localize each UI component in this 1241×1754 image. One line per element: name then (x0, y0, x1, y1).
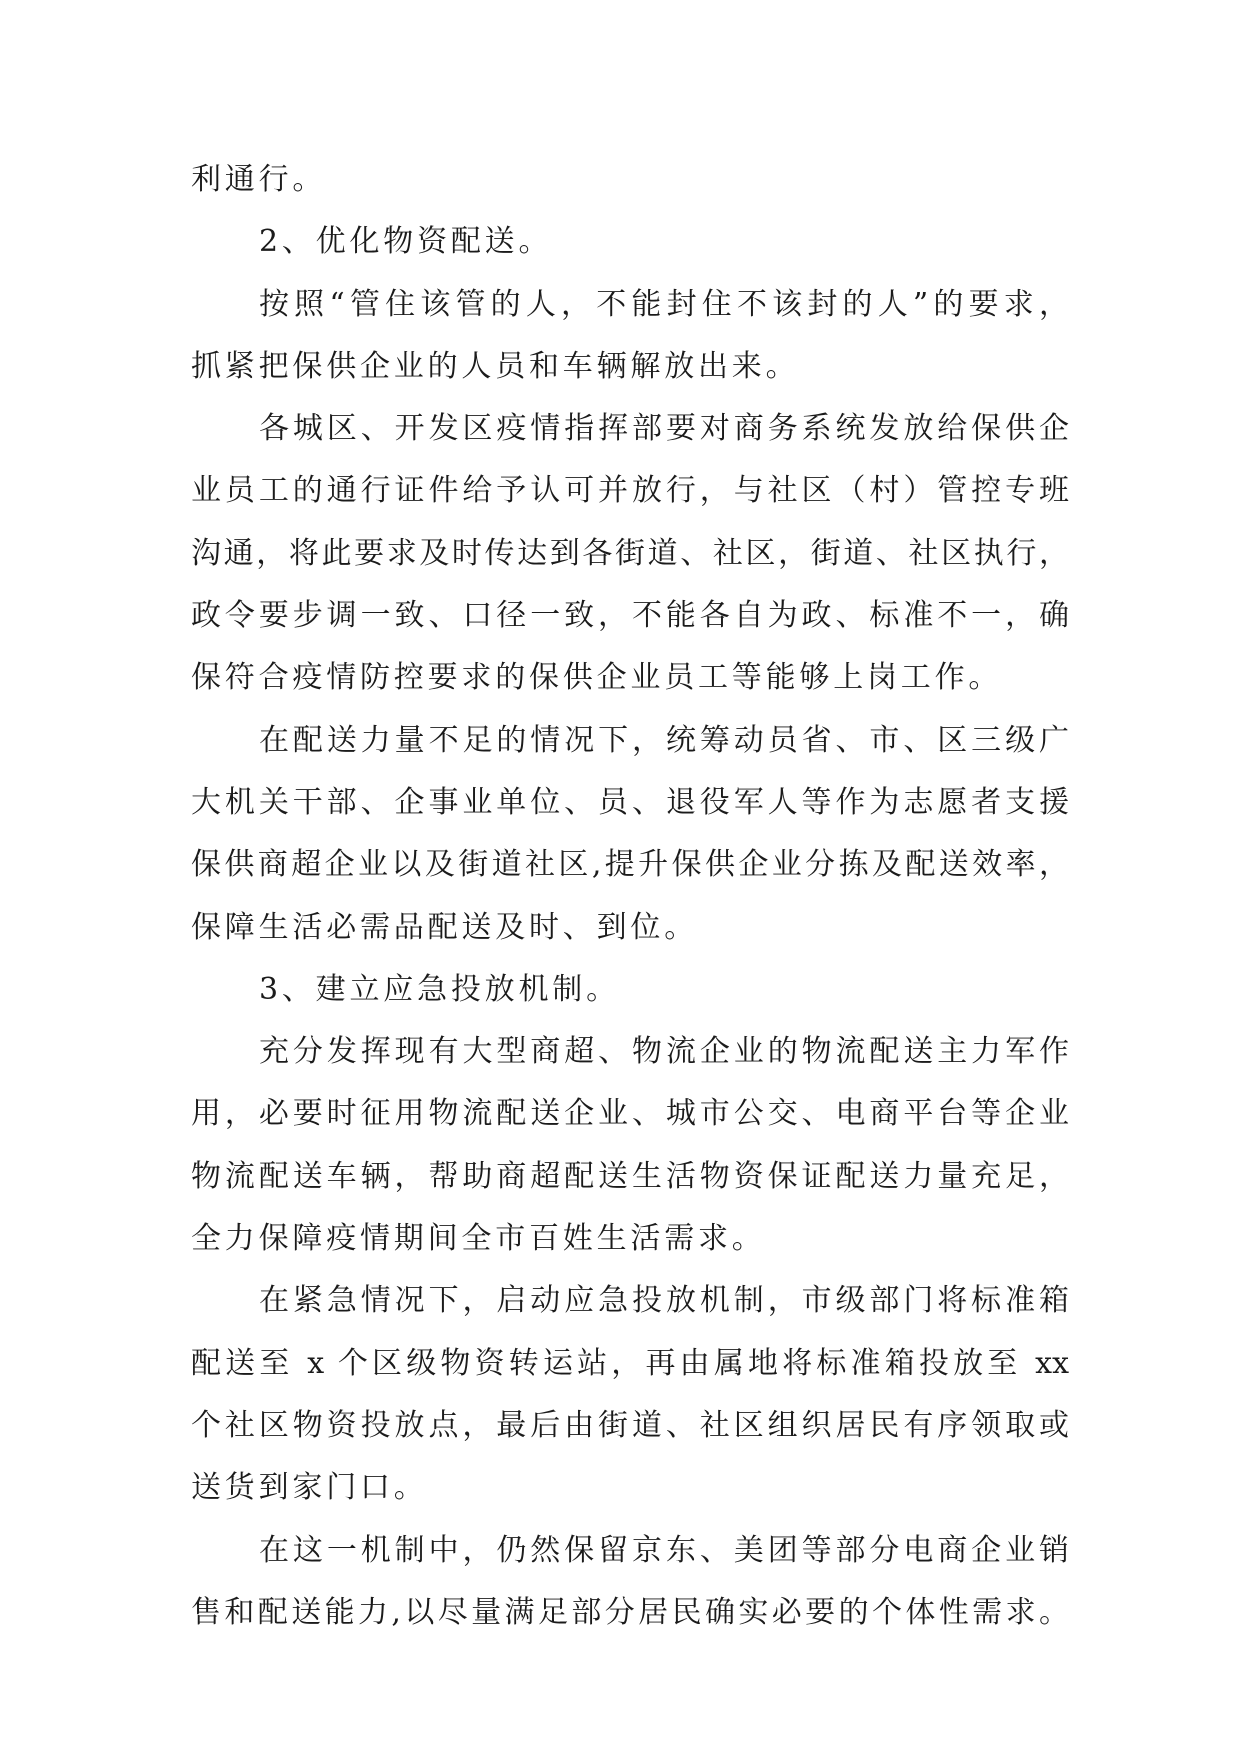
paragraph (191, 1270, 1069, 1519)
text-line: 个社区物资投放点，最后由街道、社区组织居民有序领取或 (191, 1407, 1069, 1443)
text-line: 全力保障疫情期间全市百姓生活需求。 (191, 1221, 766, 1257)
text-line: 用，必要时征用物流配送企业、城市公交、电商平台等企业 (191, 1096, 1069, 1132)
text-line: 充分发挥现有大型商超、物流企业的物流配送主力军作 (259, 1034, 1069, 1070)
paragraph (191, 1021, 1069, 1270)
text-line: 政令要步调一致、口径一致，不能各自为政、标准不一，确 (191, 598, 1069, 634)
text-line: 在紧急情况下，启动应急投放机制，市级部门将标准箱 (259, 1283, 1069, 1319)
text-line: 在这一机制中，仍然保留京东、美团等部分电商企业销 (259, 1532, 1069, 1568)
text-line: 各城区、开发区疫情指挥部要对商务系统发放给保供企 (259, 411, 1069, 447)
paragraph (191, 149, 1069, 211)
section-heading (191, 959, 1069, 1021)
text-line: 保供商超企业以及街道社区,提升保供企业分拣及配送效率， (191, 847, 1069, 883)
text-line: 业员工的通行证件给予认可并放行，与社区（村）管控专班 (191, 473, 1069, 509)
document-body (191, 149, 1069, 1644)
text-line: 在配送力量不足的情况下，统筹动员省、市、区三级广 (259, 722, 1069, 758)
text-line: 沟通，将此要求及时传达到各街道、社区，街道、社区执行， (191, 535, 1069, 571)
paragraph (191, 274, 1069, 399)
paragraph (191, 710, 1069, 959)
text-line: 3、建立应急投放机制。 (259, 971, 620, 1007)
text-line: 抓紧把保供企业的人员和车辆解放出来。 (191, 348, 800, 384)
paragraph (191, 398, 1069, 709)
text-line: 物流配送车辆，帮助商超配送生活物资保证配送力量充足， (191, 1158, 1069, 1194)
text-line: 大机关干部、企事业单位、员、退役军人等作为志愿者支援 (191, 784, 1069, 820)
text-line: 配送至 x 个区级物资转运站，再由属地将标准箱投放至 xx (191, 1345, 1069, 1381)
section-heading (191, 211, 1069, 273)
text-line: 按照“管住该管的人，不能封住不该封的人”的要求， (259, 286, 1069, 322)
text-line: 2、优化物资配送。 (259, 224, 553, 260)
text-line: 送货到家门口。 (191, 1470, 428, 1506)
paragraph (191, 1520, 1069, 1645)
text-line: 利通行。 (191, 162, 327, 197)
text-line: 售和配送能力,以尽量满足部分居民确实必要的个体性需求。 (191, 1594, 1069, 1630)
text-line: 保障生活必需品配送及时、到位。 (191, 909, 698, 945)
text-line: 保符合疫情防控要求的保供企业员工等能够上岗工作。 (191, 660, 1003, 696)
